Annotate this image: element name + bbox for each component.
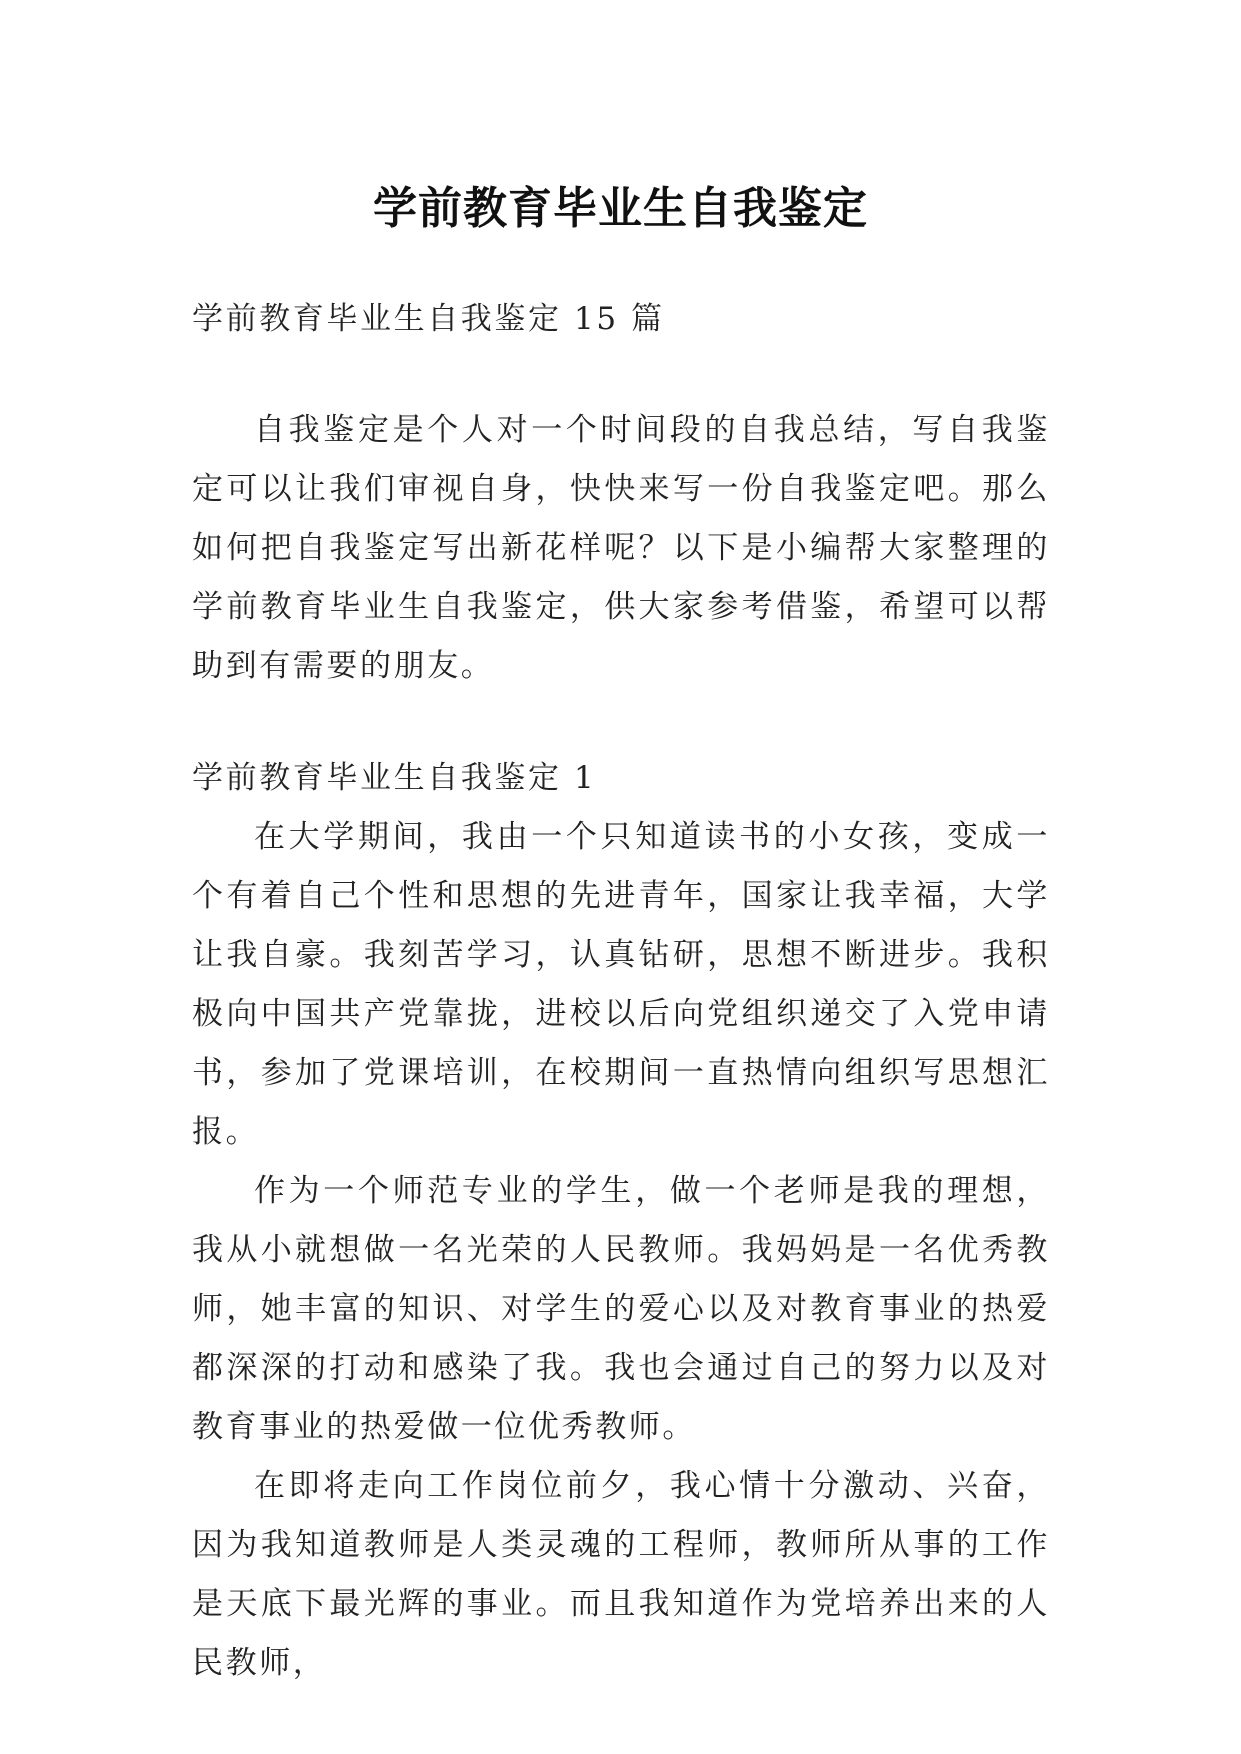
body-paragraph: 在大学期间，我由一个只知道读书的小女孩，变成一个有着自己个性和思想的先进青年，国家让我幸福，大学让我自豪。我刻苦学习，认真钻研，思想不断进步。我积极向中国共产党靠拢，进校以后向党组织递交了入党申请书，参加了党课培训，在校期间一直热情向组织写思想汇报。	[192, 819, 1050, 1150]
body-paragraph: 作为一个师范专业的学生，做一个老师是我的理想，我从小就想做一名光荣的人民教师。我妈妈是一名优秀教师，她丰富的知识、对学生的爱心以及对教育事业的热爱都深深的打动和感染了我。我也会通过自己的努力以及对教育事业的热爱做一位优秀教师。	[192, 1173, 1050, 1445]
body-paragraph: 在即将走向工作岗位前夕，我心情十分激动、兴奋，因为我知道教师是人类灵魂的工程师，教师所从事的工作是天底下最光辉的事业。而且我知道作为党培养出来的人民教师，	[192, 1468, 1050, 1681]
document-subtitle: 学前教育毕业生自我鉴定 15 篇	[192, 301, 665, 337]
document-title: 学前教育毕业生自我鉴定	[373, 183, 868, 235]
section-heading: 学前教育毕业生自我鉴定 1	[192, 760, 597, 796]
intro-paragraph: 自我鉴定是个人对一个时间段的自我总结，写自我鉴定可以让我们审视自身，快快来写一份自我鉴定吧。那么如何把自我鉴定写出新花样呢？以下是小编帮大家整理的学前教育毕业生自我鉴定，供大家参考借鉴，希望可以帮助到有需要的朋友。	[192, 412, 1050, 684]
document-body	[192, 290, 1050, 1693]
